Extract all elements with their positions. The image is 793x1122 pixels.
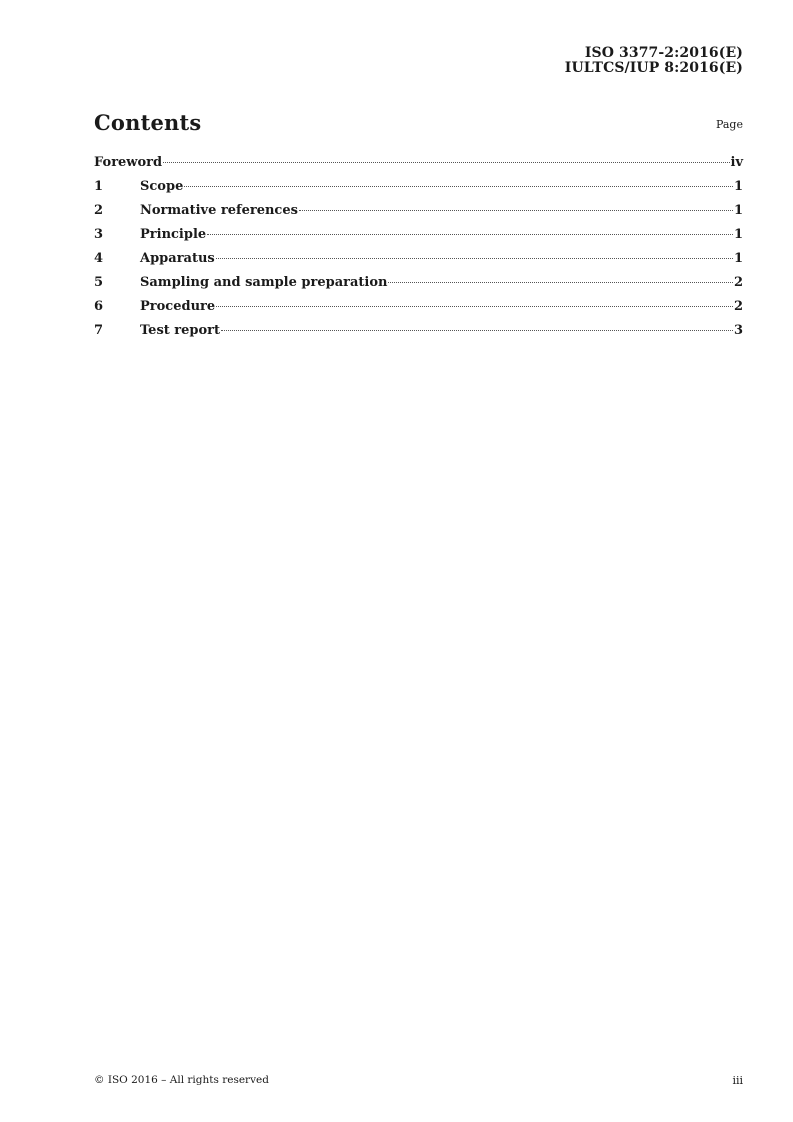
- toc-entry-page: 1: [733, 179, 743, 194]
- toc-entry-title: Principle: [140, 227, 207, 242]
- page-column-label: Page: [715, 118, 743, 131]
- page-number: iii: [732, 1074, 743, 1087]
- toc-entry-page: 1: [733, 251, 743, 266]
- document-reference-iultcs: IULTCS/IUP 8:2016(E): [564, 60, 743, 76]
- toc-entry-test-report[interactable]: [94, 323, 743, 347]
- dot-leader: [388, 282, 732, 283]
- toc-entry-procedure[interactable]: [94, 299, 743, 323]
- toc-entry-title: Foreword: [94, 155, 163, 170]
- contents-heading: Contents: [94, 110, 202, 135]
- toc-entry-foreword[interactable]: [94, 155, 743, 179]
- toc-entry-number: 3: [94, 227, 104, 242]
- toc-entry-title: Apparatus: [140, 251, 215, 266]
- toc-entry-number: 6: [94, 299, 104, 314]
- toc-entry-number: 5: [94, 275, 104, 290]
- copyright-notice: © ISO 2016 – All rights reserved: [94, 1074, 269, 1086]
- toc-entry-page: iv: [730, 155, 743, 170]
- toc-entry-number: 2: [94, 203, 104, 218]
- document-reference: [565, 46, 743, 76]
- toc-entry-title: Sampling and sample preparation: [140, 275, 388, 290]
- dot-leader: [184, 186, 733, 187]
- dot-leader: [216, 258, 733, 259]
- toc-entry-title: Procedure: [140, 299, 216, 314]
- dot-leader: [221, 330, 733, 331]
- table-of-contents: [94, 155, 743, 347]
- toc-entry-title: Normative references: [140, 203, 298, 218]
- toc-entry-title: Scope: [140, 179, 184, 194]
- toc-entry-page: 2: [733, 275, 743, 290]
- dot-leader: [163, 162, 729, 163]
- toc-entry-principle[interactable]: [94, 227, 743, 251]
- toc-entry-page: 1: [733, 203, 743, 218]
- toc-entry-number: 4: [94, 251, 104, 266]
- toc-entry-page: 1: [733, 227, 743, 242]
- dot-leader: [299, 210, 733, 211]
- toc-entry-apparatus[interactable]: [94, 251, 743, 275]
- toc-entry-page: 3: [733, 323, 743, 338]
- toc-entry-number: 1: [94, 179, 104, 194]
- document-reference-iso: ISO 3377-2:2016(E): [584, 45, 743, 61]
- toc-entry-page: 2: [733, 299, 743, 314]
- toc-entry-number: 7: [94, 323, 104, 338]
- toc-entry-normative-references[interactable]: [94, 203, 743, 227]
- dot-leader: [207, 234, 733, 235]
- toc-entry-scope[interactable]: [94, 179, 743, 203]
- toc-entry-sampling[interactable]: [94, 275, 743, 299]
- toc-entry-title: Test report: [140, 323, 221, 338]
- dot-leader: [216, 306, 733, 307]
